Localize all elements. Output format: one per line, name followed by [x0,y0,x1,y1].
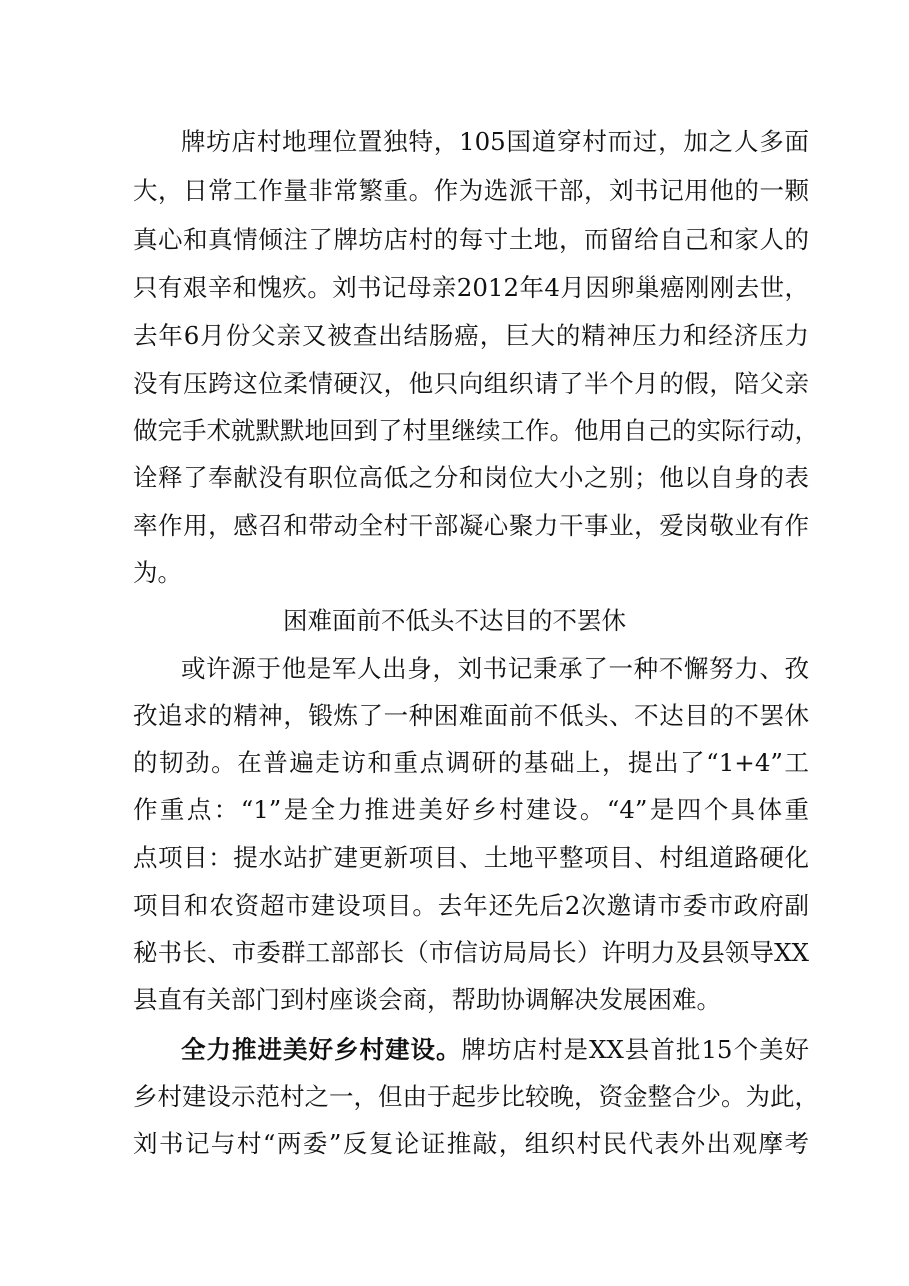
paragraph-1-line-2: 大，日常工作量非常繁重。作为选派干部，刘书记用他的一颗 [133,176,809,205]
paragraph-2-line-5: 点项目：提水站扩建更新项目、土地平整项目、村组道路硬化 [133,843,809,872]
paragraph-1-line-1: 牌坊店村地理位置独特，105国道穿村而过，加之人多面 [181,127,809,156]
paragraph-2-line-8: 县直有关部门到村座谈会商，帮助协调解决发展困难。 [133,985,721,1014]
paragraph-3-line-1-rest: 牌坊店村是XX县首批15个美好 [461,1035,810,1064]
paragraph-2-line-7: 秘书长、市委群工部部长（市信访局局长）许明力及县领导XX [133,938,809,967]
paragraph-1-line-5: 去年6月份父亲又被查出结肠癌，巨大的精神压力和经济压力 [133,321,809,350]
paragraph-1-line-3: 真心和真情倾注了牌坊店村的每寸土地，而留给自己和家人的 [133,225,809,254]
paragraph-1-line-10: 为。 [133,558,182,587]
paragraph-3-line-3: 刘书记与村“两委”反复论证推敲，组织村民代表外出观摩考 [133,1129,809,1158]
paragraph-1-line-7: 做完手术就默默地回到了村里继续工作。他用自己的实际行动， [133,416,819,445]
paragraph-2-line-1: 或许源于他是军人出身，刘书记秉承了一种不懈努力、孜 [181,654,809,683]
paragraph-3-line-1 [181,1035,809,1065]
paragraph-3-line-2: 乡村建设示范村之一，但由于起步比较晚，资金整合少。为此， [133,1082,819,1111]
paragraph-2-line-2: 孜追求的精神，锻炼了一种困难面前不低头、不达目的不罢休 [133,701,809,730]
paragraph-2-line-6: 项目和农资超市建设项目。去年还先后2次邀请市委市政府副 [133,891,809,920]
paragraph-1-line-6: 没有压跨这位柔情硬汉，他只向组织请了半个月的假，陪父亲 [133,369,809,398]
section-heading: 困难面前不低头不达目的不罢休 [283,606,626,635]
paragraph-1-line-4: 只有艰辛和愧疚。刘书记母亲2012年4月因卵巢癌刚刚去世， [133,273,809,302]
paragraph-1-line-8: 诠释了奉献没有职位高低之分和岗位大小之别；他以自身的表 [133,463,809,492]
paragraph-2-line-4: 作重点：“1”是全力推进美好乡村建设。“4”是四个具体重 [133,795,809,824]
paragraph-2-line-3: 的韧劲。在普遍走访和重点调研的基础上，提出了“1+4”工 [133,748,809,777]
paragraph-1-line-9: 率作用，感召和带动全村干部凝心聚力干事业，爱岗敬业有作 [133,511,809,540]
paragraph-3-lead: 全力推进美好乡村建设。 [181,1035,462,1064]
